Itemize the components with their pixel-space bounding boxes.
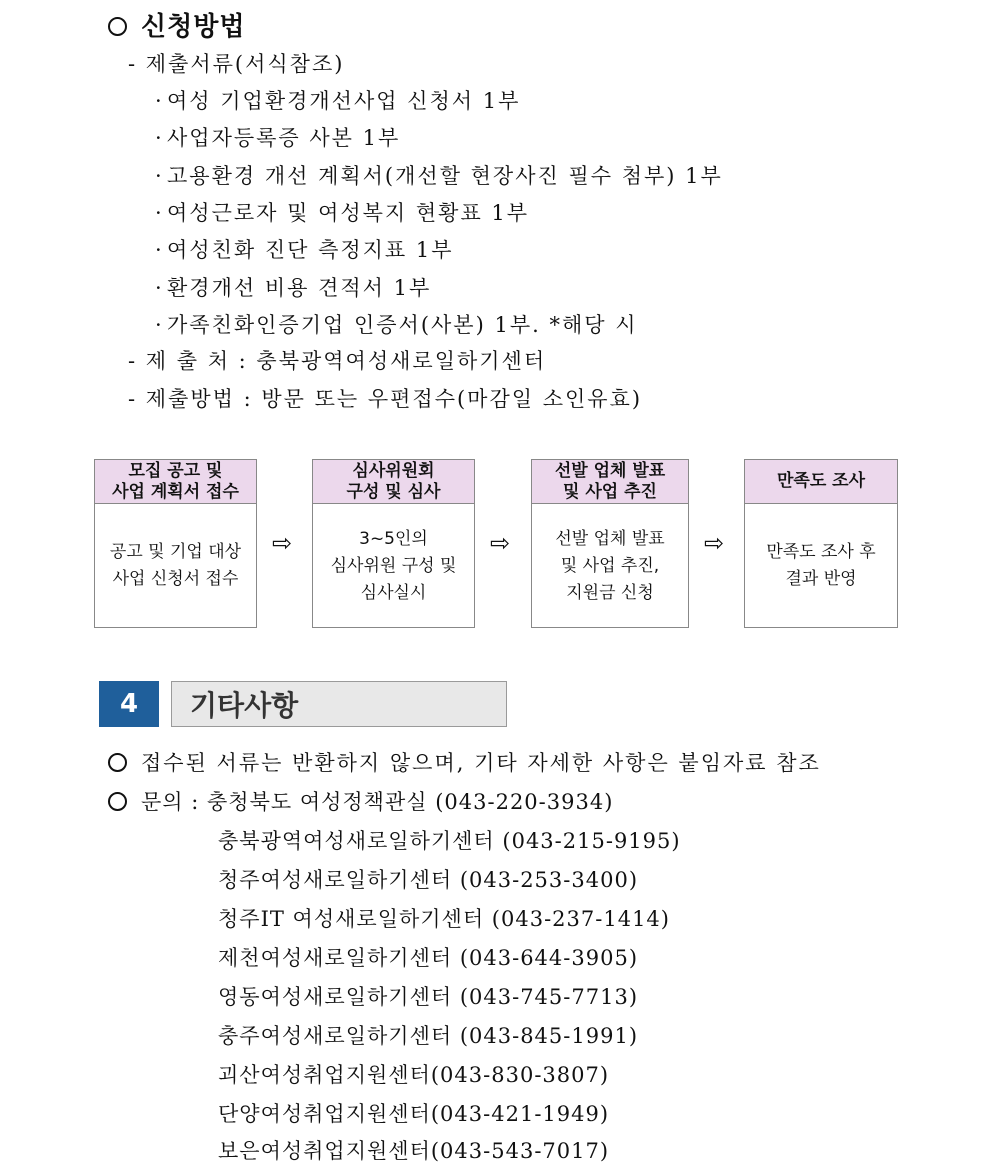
contact-item: 괴산여성취업지원센터(043-830-3807): [218, 1063, 610, 1087]
doc-item-text: 사업자등록증 사본 1부: [167, 126, 401, 150]
circle-bullet-icon: [108, 753, 127, 772]
submit-place: - 제 출 처 : 충북광역여성새로일하기센터: [128, 349, 547, 373]
inquiry: [108, 786, 613, 816]
contact-item: 제천여성새로일하기센터 (043-644-3905): [218, 946, 639, 970]
circle-bullet-icon: [108, 792, 127, 811]
contact-item: 충주여성새로일하기센터 (043-845-1991): [218, 1024, 639, 1048]
flow-step-desc: 만족도 조사 후 결과 반영: [766, 542, 876, 589]
return-note: [108, 747, 821, 777]
doc-item-text: 가족친화인증기업 인증서(사본) 1부. *해당 시: [167, 313, 638, 337]
inquiry-text: 문의 : 충청북도 여성정책관실 (043-220-3934): [141, 790, 614, 814]
flow-step-3: [531, 459, 689, 628]
flow-step-desc: 3~5인의 심사위원 구성 및 심사실시: [330, 528, 457, 603]
right-arrow-icon: ⇨: [490, 529, 511, 557]
contact-item: 단양여성취업지원센터(043-421-1949): [218, 1102, 610, 1126]
dot-icon: ·: [155, 164, 164, 188]
contact-item: 청주IT 여성새로일하기센터 (043-237-1414): [218, 907, 670, 931]
section-title: 기타사항: [171, 681, 507, 727]
doc-item: [155, 197, 529, 227]
doc-item: [155, 234, 454, 264]
flow-step-4: [744, 459, 898, 628]
flow-step-title: 만족도 조사: [745, 460, 897, 504]
doc-item: [155, 272, 431, 302]
doc-item: [155, 309, 637, 339]
dot-icon: ·: [155, 201, 164, 225]
circle-bullet-icon: [108, 17, 127, 36]
contact-item: 보은여성취업지원센터(043-543-7017): [218, 1139, 610, 1163]
submit-method: - 제출방법 : 방문 또는 우편접수(마감일 소인유효): [128, 387, 643, 411]
contact-item: 영동여성새로일하기센터 (043-745-7713): [218, 985, 639, 1009]
flow-step-desc: 공고 및 기업 대상 사업 신청서 접수: [109, 542, 242, 589]
doc-item: [155, 85, 520, 115]
flow-step-title: 선발 업체 발표 및 사업 추진: [532, 460, 688, 504]
dot-icon: ·: [155, 89, 164, 113]
doc-item-text: 여성친화 진단 측정지표 1부: [167, 238, 454, 262]
flow-step-desc: 선발 업체 발표 및 사업 추진, 지원금 신청: [555, 528, 665, 603]
application-heading: [108, 6, 245, 43]
return-note-text: 접수된 서류는 반환하지 않으며, 기타 자세한 사항은 붙임자료 참조: [141, 751, 821, 775]
dot-icon: ·: [155, 126, 164, 150]
doc-item-text: 여성 기업환경개선사업 신청서 1부: [167, 89, 521, 113]
dot-icon: ·: [155, 313, 164, 337]
section-number: 4: [99, 681, 159, 727]
dot-icon: ·: [155, 276, 164, 300]
right-arrow-icon: ⇨: [704, 529, 725, 557]
docs-title: - 제출서류(서식참조): [128, 52, 345, 76]
doc-item-text: 여성근로자 및 여성복지 현황표 1부: [167, 201, 530, 225]
flow-step-title: 모집 공고 및 사업 계획서 접수: [95, 460, 256, 504]
doc-item: [155, 122, 400, 152]
flow-step-2: [312, 459, 475, 628]
doc-item: [155, 160, 723, 190]
contact-item: 청주여성새로일하기센터 (043-253-3400): [218, 868, 639, 892]
doc-item-text: 환경개선 비용 견적서 1부: [167, 276, 432, 300]
right-arrow-icon: ⇨: [272, 529, 293, 557]
flow-step-title: 심사위원회 구성 및 심사: [313, 460, 474, 504]
contact-item: 충북광역여성새로일하기센터 (043-215-9195): [218, 829, 681, 853]
heading-text: 신청방법: [141, 12, 246, 42]
dot-icon: ·: [155, 238, 164, 262]
flow-step-1: [94, 459, 257, 628]
doc-item-text: 고용환경 개선 계획서(개선할 현장사진 필수 첨부) 1부: [167, 164, 723, 188]
